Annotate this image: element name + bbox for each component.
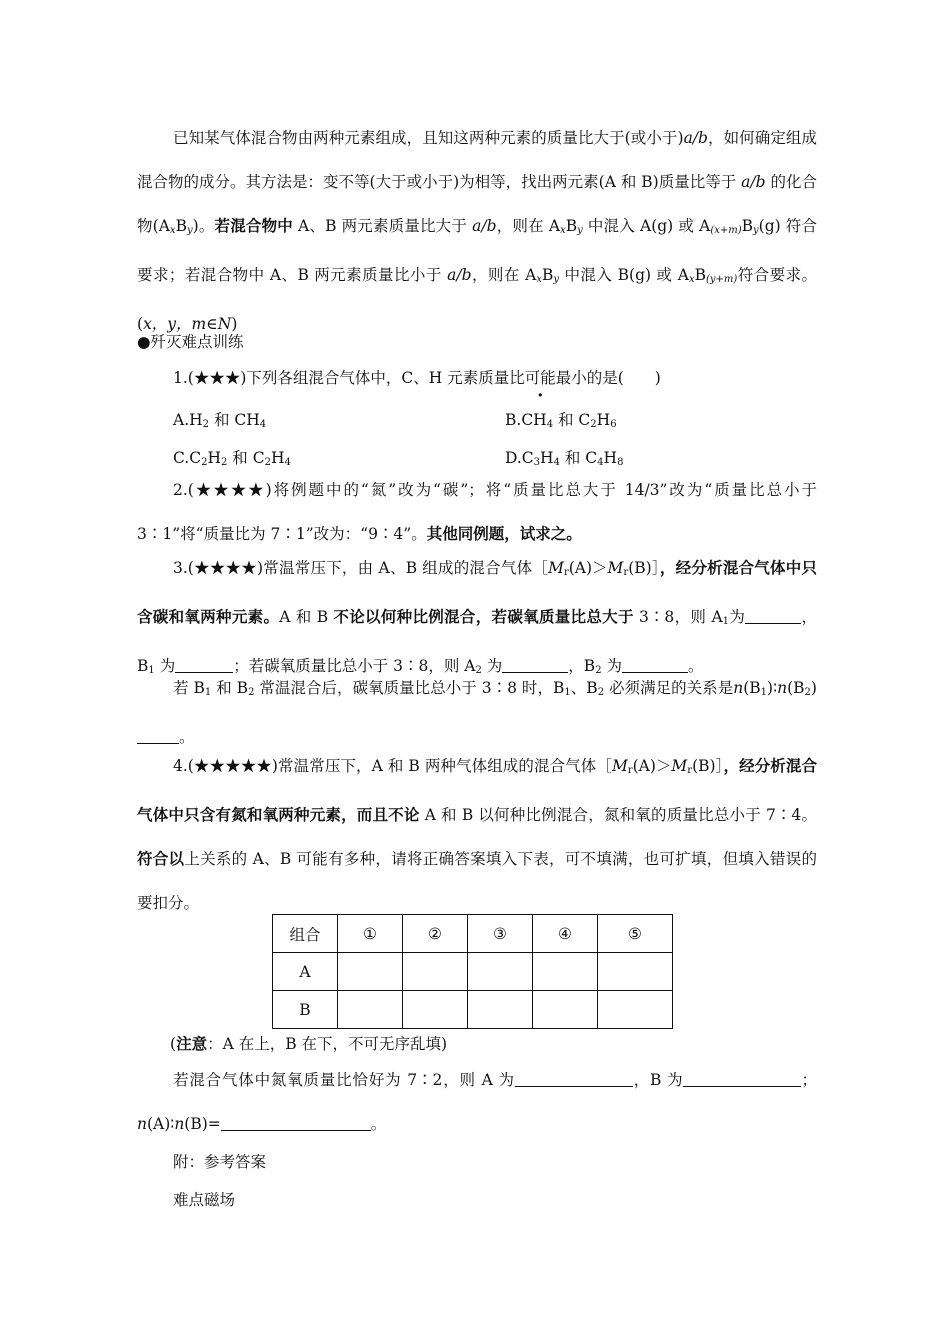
table-header-cell: ⑤ xyxy=(598,915,673,953)
magnet-heading: 难点磁场 xyxy=(173,1191,236,1209)
table-cell[interactable] xyxy=(403,953,468,991)
table-note: (注意：A 在上，B 在下，不可无序乱填) xyxy=(170,1034,448,1053)
q1-option-c: $C.C_2H_2$ 和 $C_2H_4$ xyxy=(173,449,291,468)
question-4: 4.(★★★★★)常温常压下，A 和 B 两种气体组成的混合气体$[M_r(A)>M_r(B)]$，经分析混合气体中只含有氮和氧两种元素，而且不论 A 和 B 以何种比例混合，氮和氧的质量比总小于 7∶4。符合以上关系的 A、B 可能有多种，请将正确答案填入下表，可不填满，也可扩填，但填入错误的要扣分。 xyxy=(137,756,817,912)
intro-paragraph: 已知某气体混合物由两种元素组成，且知这两种元素的质量比大于(或小于)a/b，如何确定组成混合物的成分。其方法是：变不等(大于或小于)为相等，找出两元素(A 和 B)质量比等于 a/b 的化合物$(A_xB_y)$。若混合物中 A、B 两元素质量比大于 a/b，则在 $A_xB_y$ 中混入 A(g) 或 $A_{(x+m)}B_y(g)$ 符合要求；若混合物中 A、B 两元素质量比小于 a/b，则在 $A_xB_y$ 中混入 B(g) 或 $A_xB_{(y+m)}$符合要求。(x，y，m∈N) xyxy=(137,129,818,333)
q1-option-a: $A.H_2$ 和 $CH_4$ xyxy=(173,411,267,430)
q1-option-b: $B.CH_4$ 和 $C_2H_6$ xyxy=(505,411,617,430)
table-header-cell: ③ xyxy=(468,915,533,953)
table-cell[interactable] xyxy=(338,991,403,1029)
answer-blank-relation[interactable] xyxy=(137,729,179,744)
table-cell[interactable] xyxy=(598,953,673,991)
question-1-stem: 1.(★★★)下列各组混合气体中，C、H 元素质量比可能最小的是( ) xyxy=(173,369,661,387)
question-3: 3.(★★★★)常温常压下，由 A、B 组成的混合气体$[M_r(A)>M_r(B)]$，经分析混合气体中只含碳和氧两种元素。A 和 B 不论以何种比例混合，若碳氧质量比总大于 3∶8，则 $A_1$为 ，$B_1$ 为 ；若碳氧质量比总小于 3∶8，则 $A_2$ 为 ，$B_2$ 为 。 xyxy=(137,558,817,676)
appendix-heading: 附：参考答案 xyxy=(173,1153,267,1171)
follow-up-question: 若混合气体中氮氧质量比恰好为 7∶2，则 A 为 ，B 为 ；n(A)∶n(B)= 。 xyxy=(137,1071,817,1133)
table-cell[interactable] xyxy=(468,991,533,1029)
question-3-relation: 若 $B_1$ 和 $B_2$ 常温混合后，碳氧质量比总小于 3∶8 时，$B_1$、$B_2$ 必须满足的关系是$n(B_1)∶n(B_2)$。 xyxy=(137,666,817,759)
q1-option-d: $D.C_3H_4$ 和 $C_4H_8$ xyxy=(505,449,624,468)
table-cell[interactable] xyxy=(338,953,403,991)
answer-blank-a[interactable] xyxy=(515,1072,633,1087)
table-cell[interactable] xyxy=(403,991,468,1029)
table-row xyxy=(273,953,673,991)
table-header-cell: 组合 xyxy=(273,915,338,953)
answer-blank-ratio[interactable] xyxy=(221,1116,371,1131)
table-cell[interactable] xyxy=(533,991,598,1029)
answer-table xyxy=(272,914,673,1029)
table-cell[interactable] xyxy=(598,991,673,1029)
answer-blank-a1[interactable] xyxy=(745,609,801,624)
question-2: 2.(★★★★)将例题中的“氮”改为“碳”；将“质量比总大于 14/3”改为“质量比总小于 3∶1”将“质量比为 7∶1”改为：“9∶4”。其他同例题，试求之。 xyxy=(137,481,817,543)
row-label-a: A xyxy=(273,953,338,991)
table-cell[interactable] xyxy=(533,953,598,991)
table-header-cell: ④ xyxy=(533,915,598,953)
row-label-b: B xyxy=(273,991,338,1029)
table-header-cell: ② xyxy=(403,915,468,953)
table-header-cell: ① xyxy=(338,915,403,953)
table-row xyxy=(273,991,673,1029)
table-cell[interactable] xyxy=(468,953,533,991)
answer-blank-b[interactable] xyxy=(683,1072,801,1087)
table-header-row xyxy=(273,915,673,953)
section-title: ●歼灭难点训练 xyxy=(137,333,244,351)
